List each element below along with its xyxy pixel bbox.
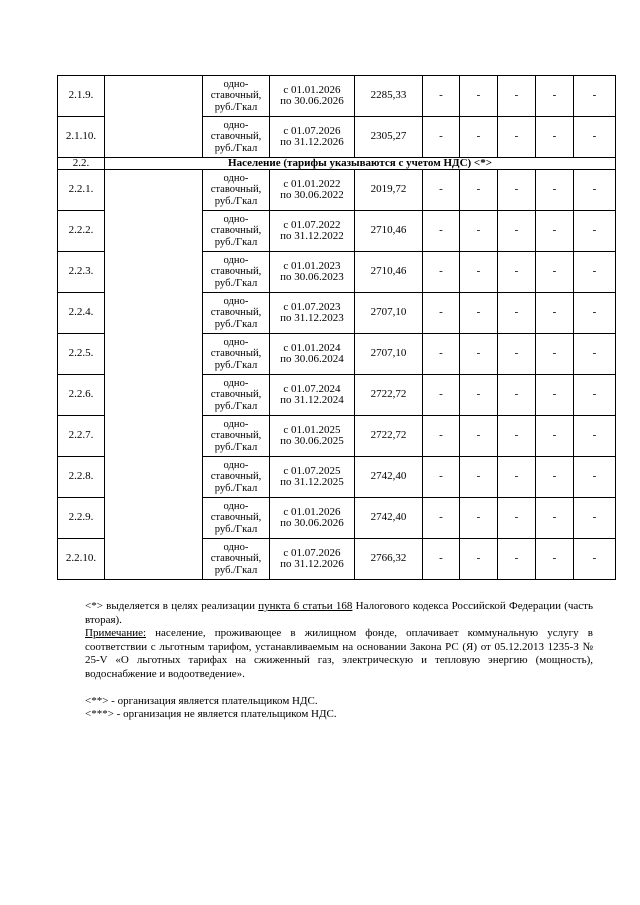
group-cell — [105, 170, 203, 580]
period-line: по 30.06.2026 — [280, 517, 344, 529]
empty-value-cell: - — [574, 416, 616, 457]
tariff-type — [203, 498, 270, 539]
tariff-value: 2285,33 — [355, 76, 423, 117]
period-line: с 01.01.2023 — [283, 259, 341, 272]
tariff-type-line: ставочный, — [210, 471, 262, 483]
tariff-type-line: одно- — [223, 296, 249, 308]
empty-value-cell: - — [498, 76, 536, 117]
tariff-type-line: ставочный, — [210, 266, 262, 278]
tariff-type — [203, 416, 270, 457]
empty-value-cell: - — [574, 252, 616, 293]
row-number: 2.2.3. — [58, 252, 105, 293]
empty-value-cell: - — [574, 498, 616, 539]
tax-code-link[interactable]: пункта 6 статьи 168 — [258, 600, 353, 612]
tariff-type-line: одно- — [223, 501, 249, 513]
period-line: по 31.12.2023 — [280, 312, 344, 324]
empty-value-cell: - — [498, 334, 536, 375]
tariff-type-line: одно- — [223, 337, 249, 349]
tariff-type-line: одно- — [223, 255, 249, 267]
row-number: 2.1.10. — [58, 117, 105, 158]
empty-value-cell: - — [460, 211, 498, 252]
tariff-period — [270, 498, 355, 539]
tariff-value: 2766,32 — [355, 539, 423, 580]
tariff-type — [203, 293, 270, 334]
tariff-value: 2710,46 — [355, 252, 423, 293]
empty-value-cell: - — [536, 170, 574, 211]
tariff-period — [270, 76, 355, 117]
remark — [85, 627, 593, 681]
tariff-type-line: руб./Гкал — [214, 523, 258, 535]
period-line: по 30.06.2024 — [280, 353, 344, 365]
tariff-type — [203, 117, 270, 158]
tariff-type — [203, 375, 270, 416]
empty-value-cell: - — [423, 211, 460, 252]
remark-text: население, проживающее в жилищном фонде, оплачивает коммунальную услугу в соответствии с льготным тарифом, устанавливаемым на основании Закона РС (Я) от 05.12.2013 1235-З № 25-V «О льготных тарифах на сжиженный газ, электрическую и тепловую энергию (мощность), водоснабжение и водоотведение». — [85, 627, 593, 680]
tariff-period — [270, 334, 355, 375]
tariff-type-line: руб./Гкал — [214, 482, 258, 494]
empty-value-cell: - — [498, 170, 536, 211]
tariff-type-line: ставочный, — [210, 131, 262, 143]
tariff-period — [270, 293, 355, 334]
tariff-period — [270, 457, 355, 498]
tariff-type-line: ставочный, — [210, 184, 262, 196]
empty-value-cell: - — [460, 334, 498, 375]
tariff-type-line: одно- — [223, 542, 249, 554]
period-line: по 30.06.2025 — [280, 435, 344, 447]
tariff-period — [270, 539, 355, 580]
tariff-type — [203, 170, 270, 211]
empty-value-cell: - — [460, 117, 498, 158]
tariff-type-line: ставочный, — [210, 553, 262, 565]
tariff-type-line: ставочный, — [210, 512, 262, 524]
footnote-text: Налогового кодекса Российской Федерации (часть вторая). — [85, 600, 593, 626]
row-number: 2.1.9. — [58, 76, 105, 117]
period-line: по 30.06.2026 — [280, 95, 344, 107]
empty-value-cell: - — [498, 375, 536, 416]
empty-value-cell: - — [498, 211, 536, 252]
empty-value-cell: - — [423, 539, 460, 580]
period-line: по 30.06.2023 — [280, 271, 344, 283]
empty-value-cell: - — [574, 76, 616, 117]
row-number: 2.2.7. — [58, 416, 105, 457]
tariff-value: 2019,72 — [355, 170, 423, 211]
empty-value-cell: - — [574, 457, 616, 498]
empty-value-cell: - — [498, 117, 536, 158]
empty-value-cell: - — [574, 334, 616, 375]
footnote-vat-population — [85, 600, 593, 627]
empty-value-cell: - — [536, 539, 574, 580]
empty-value-cell: - — [536, 293, 574, 334]
period-line: с 01.01.2025 — [283, 423, 341, 436]
period-line: с 01.07.2022 — [283, 218, 341, 231]
row-number: 2.2.10. — [58, 539, 105, 580]
empty-value-cell: - — [423, 334, 460, 375]
row-number: 2.2.8. — [58, 457, 105, 498]
group-cell — [105, 76, 203, 158]
tariff-table-body — [58, 76, 616, 580]
empty-value-cell: - — [536, 117, 574, 158]
footnote-vat-payer: <**> - организация является плательщиком НДС. — [85, 694, 318, 707]
notes-block — [85, 600, 593, 722]
tariff-value: 2742,40 — [355, 498, 423, 539]
tariff-type-line: руб./Гкал — [214, 195, 258, 207]
tariff-type — [203, 457, 270, 498]
empty-value-cell: - — [536, 498, 574, 539]
empty-value-cell: - — [498, 457, 536, 498]
tariff-period — [270, 211, 355, 252]
empty-value-cell: - — [460, 252, 498, 293]
tariff-period — [270, 375, 355, 416]
period-line: по 31.12.2025 — [280, 476, 344, 488]
tariff-type-line: ставочный, — [210, 430, 262, 442]
row-number: 2.2.5. — [58, 334, 105, 375]
tariff-type — [203, 252, 270, 293]
tariff-value: 2710,46 — [355, 211, 423, 252]
empty-value-cell: - — [423, 170, 460, 211]
tariff-type-line: одно- — [223, 79, 249, 91]
empty-value-cell: - — [536, 76, 574, 117]
empty-value-cell: - — [423, 117, 460, 158]
tariff-table — [57, 75, 616, 580]
period-line: с 01.01.2024 — [283, 341, 341, 354]
row-number: 2.2. — [58, 158, 105, 170]
empty-value-cell: - — [460, 170, 498, 211]
empty-value-cell: - — [536, 457, 574, 498]
empty-value-cell: - — [574, 293, 616, 334]
tariff-type-line: одно- — [223, 120, 249, 132]
empty-value-cell: - — [460, 539, 498, 580]
empty-value-cell: - — [423, 416, 460, 457]
empty-value-cell: - — [423, 375, 460, 416]
tariff-type — [203, 334, 270, 375]
empty-value-cell: - — [574, 170, 616, 211]
empty-value-cell: - — [536, 375, 574, 416]
tariff-value: 2707,10 — [355, 293, 423, 334]
tariff-type-line: ставочный, — [210, 348, 262, 360]
footnote-not-vat-payer: <***> - организация не является плательщиком НДС. — [85, 708, 337, 721]
tariff-value: 2722,72 — [355, 375, 423, 416]
period-line: с 01.01.2026 — [283, 83, 341, 96]
period-line: с 01.07.2023 — [283, 300, 341, 313]
empty-value-cell: - — [423, 252, 460, 293]
row-number: 2.2.4. — [58, 293, 105, 334]
row-number: 2.2.2. — [58, 211, 105, 252]
period-line: по 31.12.2026 — [280, 136, 344, 148]
empty-value-cell: - — [460, 375, 498, 416]
empty-value-cell: - — [423, 293, 460, 334]
table-row — [58, 76, 616, 117]
empty-value-cell: - — [574, 539, 616, 580]
tariff-type-line: руб./Гкал — [214, 236, 258, 248]
tariff-type-line: ставочный, — [210, 90, 262, 102]
empty-value-cell: - — [460, 498, 498, 539]
period-line: с 01.07.2026 — [283, 124, 341, 137]
period-line: с 01.01.2026 — [283, 505, 341, 518]
tariff-type-line: ставочный, — [210, 307, 262, 319]
empty-value-cell: - — [423, 76, 460, 117]
row-number: 2.2.9. — [58, 498, 105, 539]
tariff-type-line: ставочный, — [210, 389, 262, 401]
remark-label: Примечание: — [85, 627, 147, 640]
empty-value-cell: - — [536, 416, 574, 457]
tariff-type-line: одно- — [223, 419, 249, 431]
tariff-type-line: ставочный, — [210, 225, 262, 237]
tariff-type — [203, 211, 270, 252]
empty-value-cell: - — [498, 293, 536, 334]
empty-value-cell: - — [460, 457, 498, 498]
period-line: по 31.12.2026 — [280, 558, 344, 570]
period-line: с 01.07.2024 — [283, 382, 341, 395]
empty-value-cell: - — [498, 252, 536, 293]
empty-value-cell: - — [460, 76, 498, 117]
tariff-type-line: руб./Гкал — [214, 101, 258, 113]
period-line: по 31.12.2024 — [280, 394, 344, 406]
empty-value-cell: - — [460, 293, 498, 334]
tariff-value: 2742,40 — [355, 457, 423, 498]
tariff-type-line: одно- — [223, 173, 249, 185]
empty-value-cell: - — [536, 211, 574, 252]
row-number: 2.2.1. — [58, 170, 105, 211]
tariff-type — [203, 539, 270, 580]
tariff-type-line: руб./Гкал — [214, 441, 258, 453]
tariff-period — [270, 170, 355, 211]
tariff-type-line: руб./Гкал — [214, 564, 258, 576]
tariff-type-line: одно- — [223, 460, 249, 472]
period-line: по 31.12.2022 — [280, 230, 344, 242]
empty-value-cell: - — [574, 375, 616, 416]
empty-value-cell: - — [498, 539, 536, 580]
footnote-text: <*> выделяется в целях реализации — [85, 600, 259, 612]
tariff-value: 2305,27 — [355, 117, 423, 158]
table-row — [58, 170, 616, 211]
empty-value-cell: - — [574, 117, 616, 158]
tariff-value: 2722,72 — [355, 416, 423, 457]
tariff-type-line: руб./Гкал — [214, 318, 258, 330]
tariff-type-line: руб./Гкал — [214, 142, 258, 154]
tariff-type-line: одно- — [223, 378, 249, 390]
table-section-row — [58, 158, 616, 170]
empty-value-cell: - — [498, 498, 536, 539]
empty-value-cell: - — [574, 211, 616, 252]
tariff-type-line: руб./Гкал — [214, 400, 258, 412]
tariff-period — [270, 416, 355, 457]
empty-value-cell: - — [460, 416, 498, 457]
period-line: по 30.06.2022 — [280, 189, 344, 201]
period-line: с 01.07.2026 — [283, 546, 341, 559]
tariff-type — [203, 76, 270, 117]
row-number: 2.2.6. — [58, 375, 105, 416]
section-title: Население (тарифы указываются с учетом НДС) <*> — [105, 158, 616, 170]
period-line: с 01.07.2025 — [283, 464, 341, 477]
empty-value-cell: - — [536, 334, 574, 375]
tariff-type-line: руб./Гкал — [214, 359, 258, 371]
tariff-period — [270, 252, 355, 293]
tariff-type-line: руб./Гкал — [214, 277, 258, 289]
tariff-type-line: одно- — [223, 214, 249, 226]
tariff-period — [270, 117, 355, 158]
empty-value-cell: - — [536, 252, 574, 293]
period-line: с 01.01.2022 — [283, 177, 341, 190]
tariff-value: 2707,10 — [355, 334, 423, 375]
empty-value-cell: - — [423, 498, 460, 539]
empty-value-cell: - — [498, 416, 536, 457]
empty-value-cell: - — [423, 457, 460, 498]
